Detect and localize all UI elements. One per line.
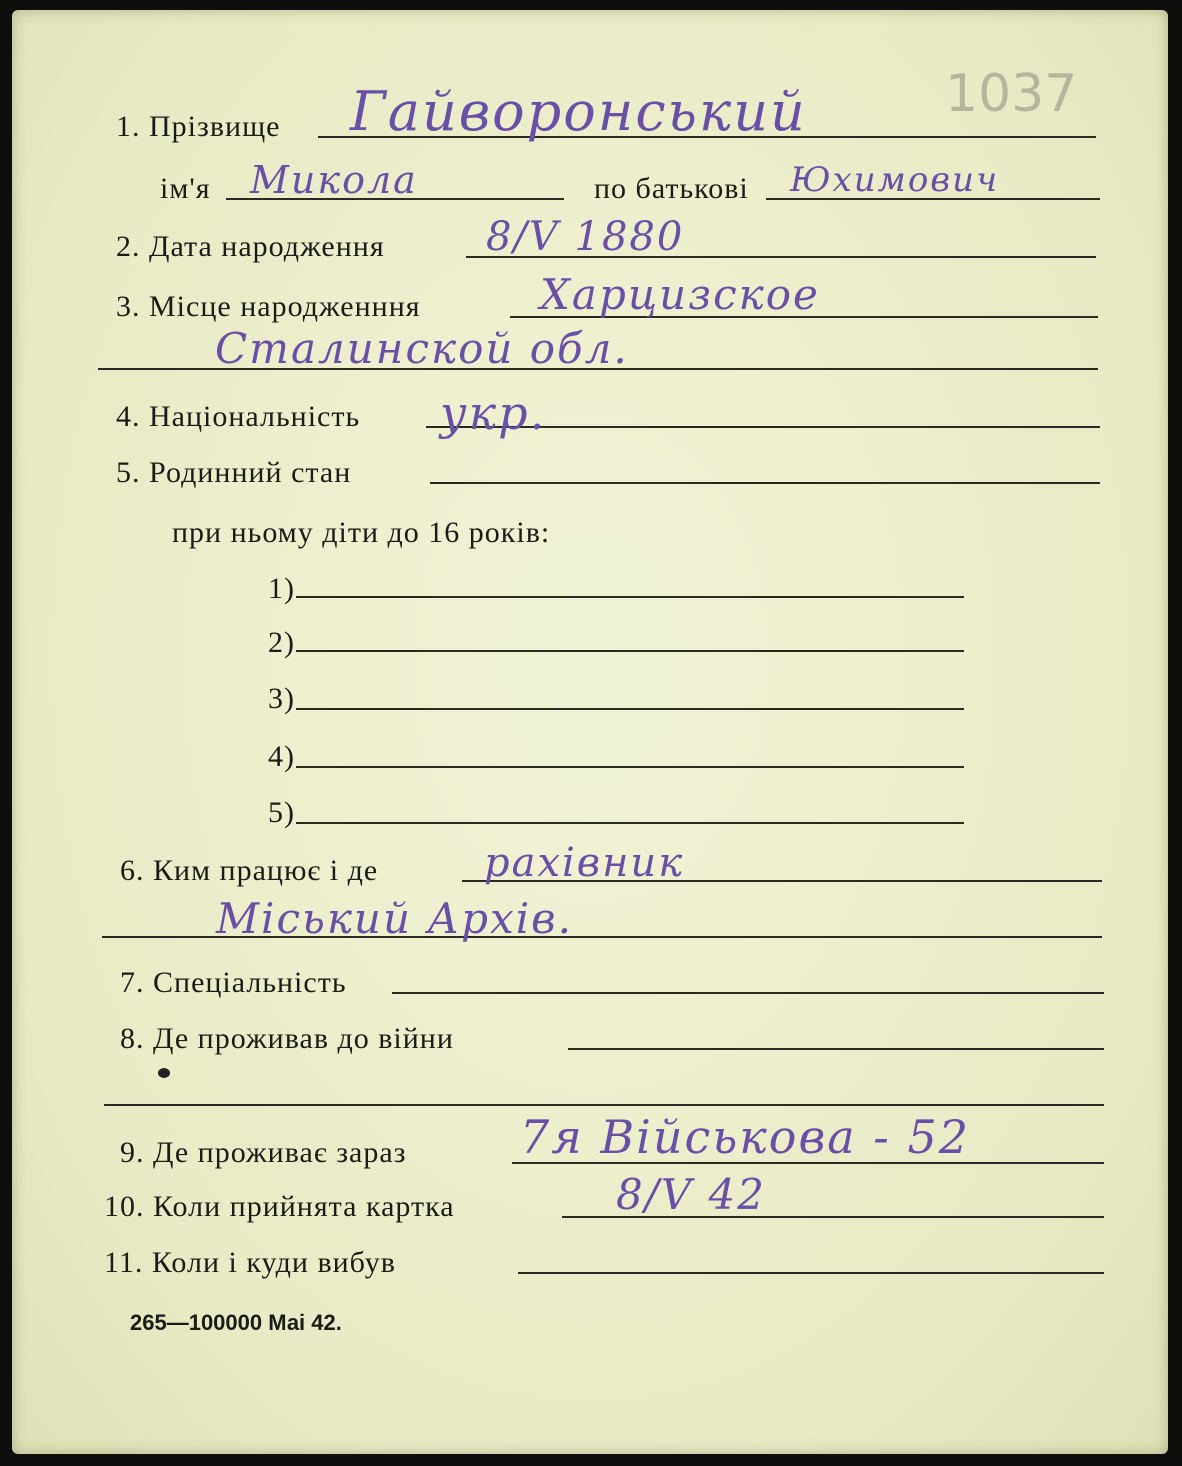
child-2-line (296, 650, 964, 652)
nationality-value: укр. (440, 386, 547, 440)
ink-spot (158, 1068, 170, 1078)
accepted-label: 10. Коли прийнята картка (104, 1190, 455, 1223)
accepted-value: 8/V 42 (616, 1170, 766, 1219)
child-3-label: 3) (268, 682, 295, 715)
prewar-line-1 (568, 1048, 1104, 1050)
left-line (518, 1272, 1104, 1274)
specialty-line (392, 992, 1104, 994)
child-5-label: 5) (268, 796, 295, 829)
family-line (430, 482, 1100, 484)
child-5-line (296, 822, 964, 824)
card-number: 1037 (945, 64, 1078, 124)
work-label: 6. Ким працює і де (120, 854, 379, 887)
child-4-line (296, 766, 964, 768)
family-label: 5. Родинний стан (116, 456, 352, 489)
current-label: 9. Де проживає зараз (120, 1136, 407, 1169)
child-2-label: 2) (268, 626, 295, 659)
birth-place-label: 3. Місце народженння (116, 290, 421, 323)
nationality-label: 4. Національність (116, 400, 361, 433)
patronymic-label: по батькові (594, 172, 749, 205)
child-1-line (296, 596, 964, 598)
prewar-label: 8. Де проживав до війни (120, 1022, 454, 1055)
name-value: Микола (250, 158, 418, 202)
surname-value: Гайворонський (350, 80, 807, 143)
children-label: при ньому діти до 16 років: (172, 516, 551, 549)
work-value-1: рахівник (484, 840, 685, 886)
left-label: 11. Коли і куди вибув (104, 1246, 396, 1279)
birth-place-value-2: Сталинской обл. (215, 324, 629, 373)
child-4-label: 4) (268, 740, 295, 773)
specialty-label: 7. Спеціальність (120, 966, 347, 999)
birth-place-value-1: Харцизское (540, 270, 820, 319)
name-label: ім'я (160, 172, 211, 205)
child-3-line (296, 708, 964, 710)
birth-date-label: 2. Дата народження (116, 230, 385, 263)
prewar-line-2 (104, 1104, 1104, 1106)
current-value: 7я Військова - 52 (520, 1110, 970, 1164)
surname-label: 1. Прізвище (116, 110, 281, 143)
work-value-2: Міський Архів. (216, 894, 573, 943)
print-run-footer: 265—100000 Маі 42. (130, 1310, 342, 1335)
child-1-label: 1) (268, 572, 295, 605)
patronymic-value: Юхимович (790, 160, 1000, 200)
birth-date-value: 8/V 1880 (486, 214, 685, 260)
